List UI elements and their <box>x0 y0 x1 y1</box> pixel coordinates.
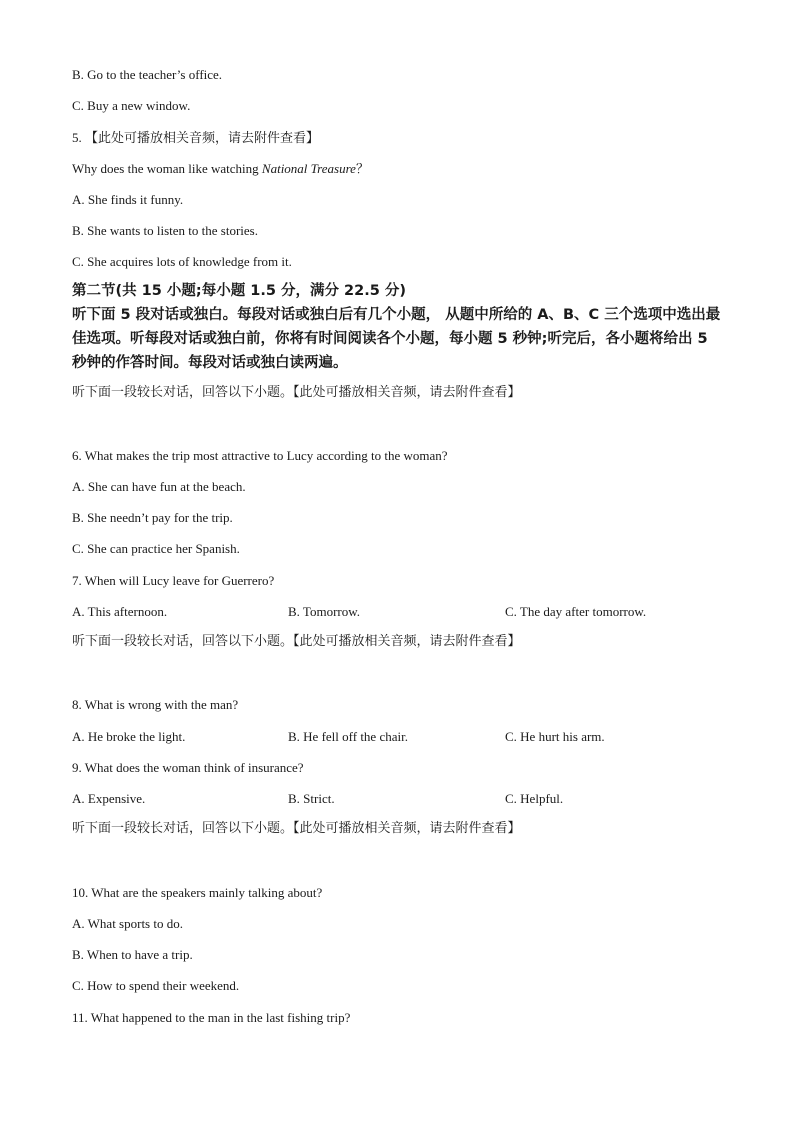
dialog-intro-3: 听下面一段较长对话，回答以下小题。【此处可播放相关音频，请去附件查看】 <box>72 821 521 836</box>
q8-option-b: B. He fell off the chair. <box>288 729 408 744</box>
q8-stem: 8. What is wrong with the man? <box>72 697 239 712</box>
section2-heading: 第二节(共 15 小题;每小题 1.5 分，满分 22.5 分) <box>72 283 406 299</box>
q5-question-before: Why does the woman like watching <box>72 161 262 176</box>
q8-option-c: C. He hurt his arm. <box>505 729 605 744</box>
q5-header <box>72 130 319 147</box>
q10-option-c: C. How to spend their weekend. <box>72 978 240 993</box>
q7-option-a: A. This afternoon. <box>72 604 168 619</box>
q10-option-a: A. What sports to do. <box>72 916 183 931</box>
q10-option-b: B. When to have a trip. <box>72 947 193 962</box>
q9-options <box>0 791 794 807</box>
q9-option-a: A. Expensive. <box>72 791 146 806</box>
q7-options <box>0 604 794 620</box>
q5-option-a: A. She finds it funny. <box>72 192 184 207</box>
q10-stem: 10. What are the speakers mainly talking about? <box>72 885 323 900</box>
q5-question-after: ？ <box>355 161 369 176</box>
q9-stem: 9. What does the woman think of insurance? <box>72 760 304 775</box>
dialog-intro-1: 听下面一段较长对话，回答以下小题。【此处可播放相关音频，请去附件查看】 <box>72 385 521 400</box>
q5-question-title: National Treasure <box>261 161 356 176</box>
q5-audio-note: 【此处可播放相关音频，请去附件查看】 <box>85 131 320 146</box>
section2-instructions: 听下面 5 段对话或独白。每段对话或独白后有几个小题， 从题中所给的 A、B、C 三个选项中选出最佳选项。听每段对话或独白前，你将有时间阅读各个小题，每小题 5 秒钟;听完后，各小题将给出 5 秒钟的作答时间。每段对话或独白读两遍。 <box>72 307 721 371</box>
q9-option-c: C. Helpful. <box>505 791 564 806</box>
q4-option-c: C. Buy a new window. <box>72 98 191 113</box>
q6-option-b: B. She needn’t pay for the trip. <box>72 510 233 525</box>
q6-stem: 6. What makes the trip most attractive to Lucy according to the woman? <box>72 448 448 463</box>
q7-option-b: B. Tomorrow. <box>288 604 361 619</box>
q8-options <box>0 729 794 745</box>
q6-option-c: C. She can practice her Spanish. <box>72 541 240 556</box>
q5-option-c: C. She acquires lots of knowledge from it. <box>72 254 292 269</box>
q4-option-b: B. Go to the teacher’s office. <box>72 67 223 82</box>
q5-number: 5. <box>72 130 85 145</box>
q7-option-c: C. The day after tomorrow. <box>505 604 647 619</box>
q6-option-a: A. She can have fun at the beach. <box>72 479 246 494</box>
q9-option-b: B. Strict. <box>288 791 335 806</box>
q5-option-b: B. She wants to listen to the stories. <box>72 223 258 238</box>
q11-stem: 11. What happened to the man in the last fishing trip? <box>72 1010 351 1025</box>
q8-option-a: A. He broke the light. <box>72 729 186 744</box>
dialog-intro-2: 听下面一段较长对话，回答以下小题。【此处可播放相关音频，请去附件查看】 <box>72 634 521 649</box>
q7-stem: 7. When will Lucy leave for Guerrero? <box>72 573 275 588</box>
q5-question <box>72 161 369 177</box>
